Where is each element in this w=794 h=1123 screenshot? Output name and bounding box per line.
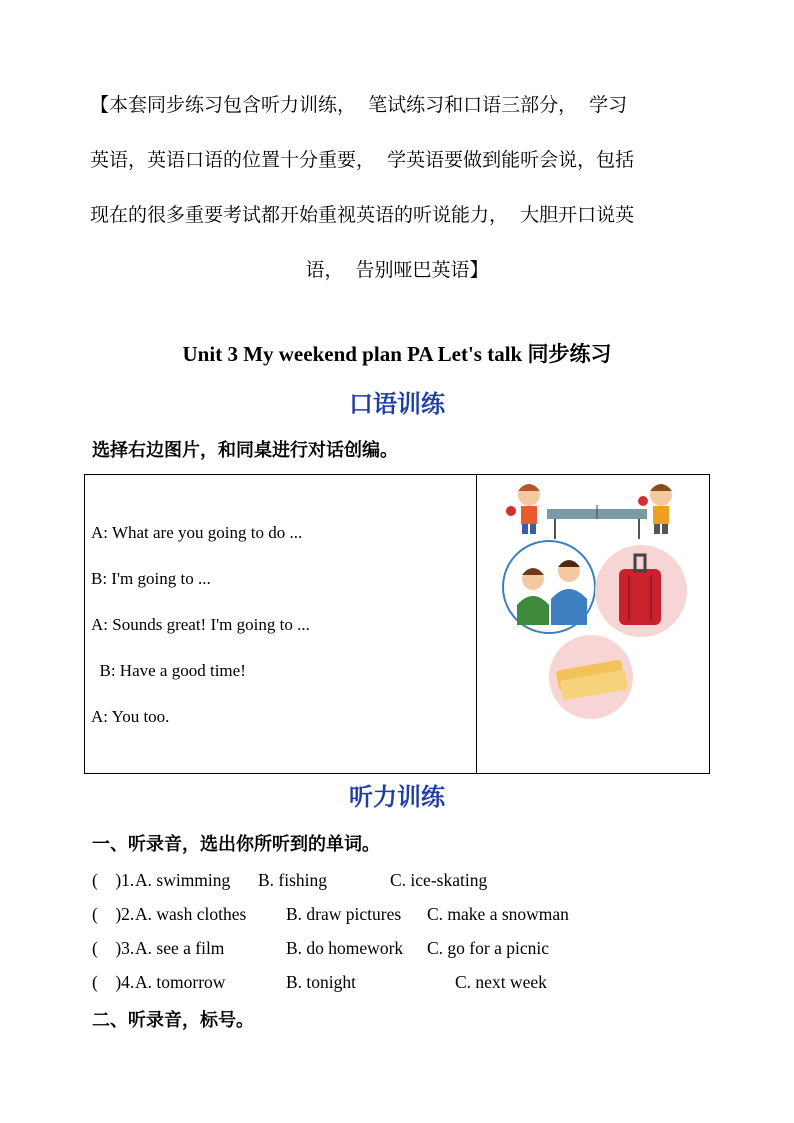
option-a: A. see a film [135, 938, 225, 958]
tickets-illustration [549, 635, 633, 719]
speaking-heading: 口语训练 [349, 390, 445, 418]
option-b: B. draw pictures [286, 904, 402, 924]
dialog-line: B: I'm going to ... [91, 569, 211, 588]
option-b: B. tonight [286, 972, 357, 992]
question-number: ( )4. [92, 972, 135, 992]
question-number: ( )2. [92, 904, 135, 924]
dialog-table [84, 474, 710, 774]
intro-line: 【本套同步练习包含听力训练， 笔试练习和口语三部分， 学习 [90, 94, 628, 116]
ping-pong-illustration [506, 484, 672, 539]
friends-illustration [503, 541, 595, 633]
picture-cell [477, 475, 709, 773]
option-b: B. do homework [286, 938, 404, 958]
intro-line: 语， 告别哑巴英语】 [305, 259, 489, 281]
option-c: C. make a snowman [427, 904, 569, 924]
listening-part2-instruction: 二、听录音，标号。 [92, 1010, 254, 1031]
listening-part1-instruction: 一、听录音，选出你所听到的单词。 [92, 834, 380, 855]
intro-line: 现在的很多重要考试都开始重视英语的听说能力， 大胆开口说英 [90, 204, 635, 226]
option-a: A. tomorrow [135, 972, 226, 992]
intro-paragraph [90, 78, 704, 298]
speaking-instruction: 选择右边图片，和同桌进行对话创编。 [92, 440, 398, 461]
dialog-line: A: What are you going to do ... [91, 523, 303, 542]
suitcase-illustration [595, 545, 687, 637]
activity-pictures [477, 475, 709, 773]
question-number: ( )1. [92, 870, 135, 890]
intro-line: 英语，英语口语的位置十分重要， 学英语要做到能听会说，包括 [90, 149, 635, 171]
option-a: A. wash clothes [135, 904, 247, 924]
listening-heading: 听力训练 [349, 783, 445, 811]
dialog-cell [85, 475, 477, 773]
option-a: A. swimming [135, 870, 231, 890]
option-c: C. ice-skating [390, 870, 488, 890]
option-c: C. next week [455, 972, 547, 992]
dialog-line: A: Sounds great! I'm going to ... [91, 615, 310, 634]
dialog-line: B: Have a good time! [91, 661, 246, 680]
option-c: C. go for a picnic [427, 938, 549, 958]
dialog-line: A: You too. [91, 707, 170, 726]
page-title: Unit 3 My weekend plan PA Let's talk 同步练习 [182, 342, 612, 366]
option-b: B. fishing [258, 870, 328, 890]
question-number: ( )3. [92, 938, 135, 958]
